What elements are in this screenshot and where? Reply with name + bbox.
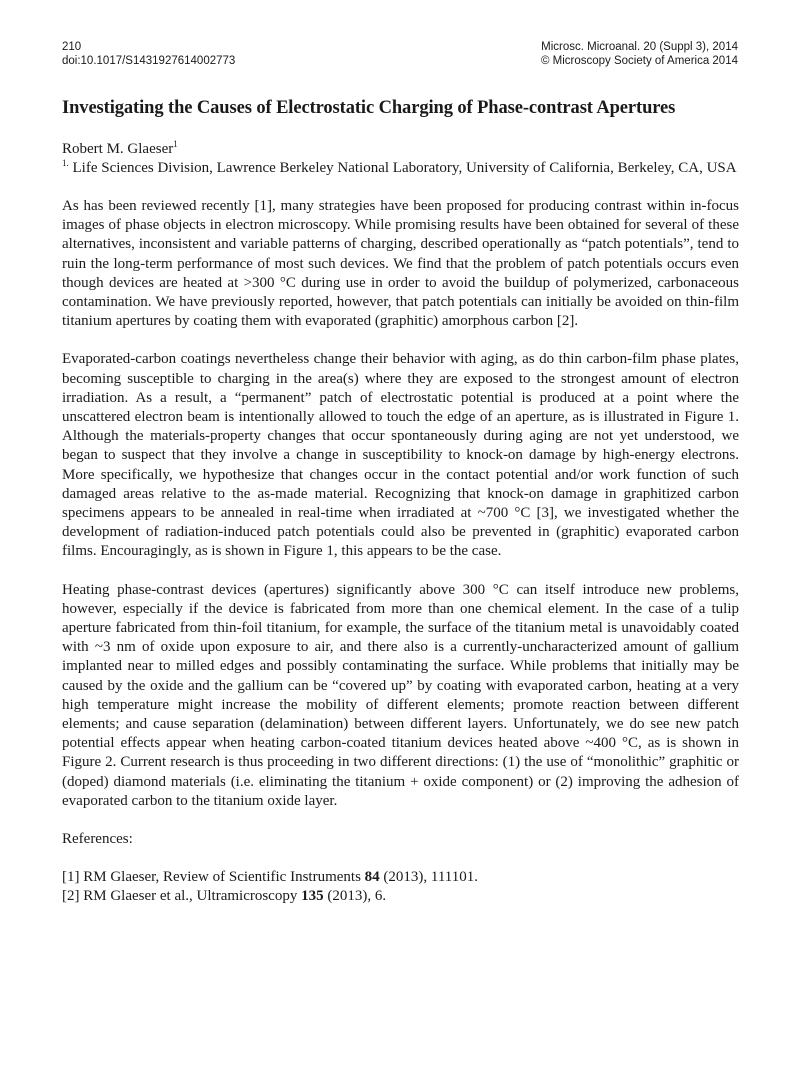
- doi: doi:10.1017/S1431927614002773: [62, 55, 236, 67]
- references-heading: References:: [62, 831, 133, 848]
- affiliation: [62, 159, 739, 178]
- paragraph-3: Heating phase-contrast devices (apertures) significantly above 300 °C can itself introduce new problems, however, especially if the device is fabricated from more than one chemical element. In the case of a tulip aperture fabricated from thin-foil titanium, for example, the surface of the titanium metal is unavoidably coated with ~3 nm of oxide upon exposure to air, and there also is a currently-uncharacterized amount of gallium implanted near to milled edges and possibly contaminating the surface. While problems that initially may be caused by the oxide and the gallium can be “covered up” by coating with evaporated carbon, heating at a very high temperature might increase the mobility of different elements; promote reaction between different elements; and cause separation (delamination) between different layers. Unfortunately, we do see new patch potential effects appear when heating carbon-coated titanium devices heated above ~400 °C, as is shown in Figure 2. Current research is thus proceeding in two different directions: (1) the use of “monolithic” graphitic or (doped) diamond materials (i.e. eliminating the titanium + oxide component) or (2) improving the adhesion of evaporated carbon to the titanium oxide layer.: [62, 581, 739, 809]
- reference-text: [1] RM Glaeser, Review of Scientific Instruments: [62, 869, 365, 886]
- reference-suffix: (2013), 111101.: [379, 869, 478, 886]
- reference-text: [2] RM Glaeser et al., Ultramicroscopy: [62, 888, 302, 905]
- article-title: Investigating the Causes of Electrostatic Charging of Phase-contrast Apertures: [62, 98, 676, 118]
- reference-item: [62, 868, 739, 887]
- reference-item: [62, 887, 739, 906]
- reference-volume: 84: [364, 869, 380, 886]
- author-line: [62, 140, 739, 159]
- author-name: Robert M. Glaeser: [62, 141, 174, 157]
- author-affiliation-mark: 1: [173, 139, 178, 149]
- affiliation-mark: 1.: [62, 158, 69, 168]
- reference-suffix: (2013), 6.: [323, 888, 387, 905]
- paragraph-2: Evaporated-carbon coatings nevertheless change their behavior with aging, as do thin carbon-film phase plates, becoming susceptible to charging in the area(s) where they are exposed to the strongest amount of electron irradiation. As a result, a “permanent” patch of electrostatic potential is produced at a point where the unscattered electron beam is intentionally allowed to touch the edge of an aperture, as is illustrated in Figure 1. Although the materials-property changes that occur spontaneously during aging are not yet understood, we began to suspect that they involve a change in susceptibility to knock-on damage by high-energy electrons. More specifically, we hypothesize that changes occur in the contact potential and/or work function of such damaged areas relative to the as-made material. Recognizing that knock-on damage in graphitized carbon specimens appears to be annealed in real-time when irradiated at ~700 °C [3], we investigated whether the development of radiation-induced patch potentials could also be prevented in (graphitic) evaporated carbon films. Encouragingly, as is shown in Figure 1, this appears to be the case.: [62, 351, 739, 560]
- header-left: [62, 40, 235, 68]
- article-body: [62, 96, 739, 906]
- copyright: © Microscopy Society of America 2014: [540, 55, 738, 67]
- affiliation-text: Life Sciences Division, Lawrence Berkeley National Laboratory, University of California, Berkeley, CA, USA: [68, 160, 737, 176]
- paragraph-1: As has been reviewed recently [1], many strategies have been proposed for producing contrast within in-focus images of phase objects in electron microscopy. While promising results have been obtained for several of these alternatives, inconsistent and variable patterns of charging, described operationally as “patch potentials”, tend to ruin the long-term performance of most such devices. We find that the problem of patch potentials occurs even though devices are heated at >300 °C during use in order to avoid the buildup of polymerized, carbonaceous contamination. We have previously reported, however, that patch potentials can initially be avoided on thin-film titanium apertures by coating them with evaporated (graphitic) amorphous carbon [2].: [62, 198, 739, 330]
- reference-volume: 135: [301, 888, 324, 905]
- journal-citation: Microsc. Microanal. 20 (Suppl 3), 2014: [541, 41, 738, 53]
- page-number: 210: [62, 41, 82, 53]
- header-right: [541, 40, 738, 68]
